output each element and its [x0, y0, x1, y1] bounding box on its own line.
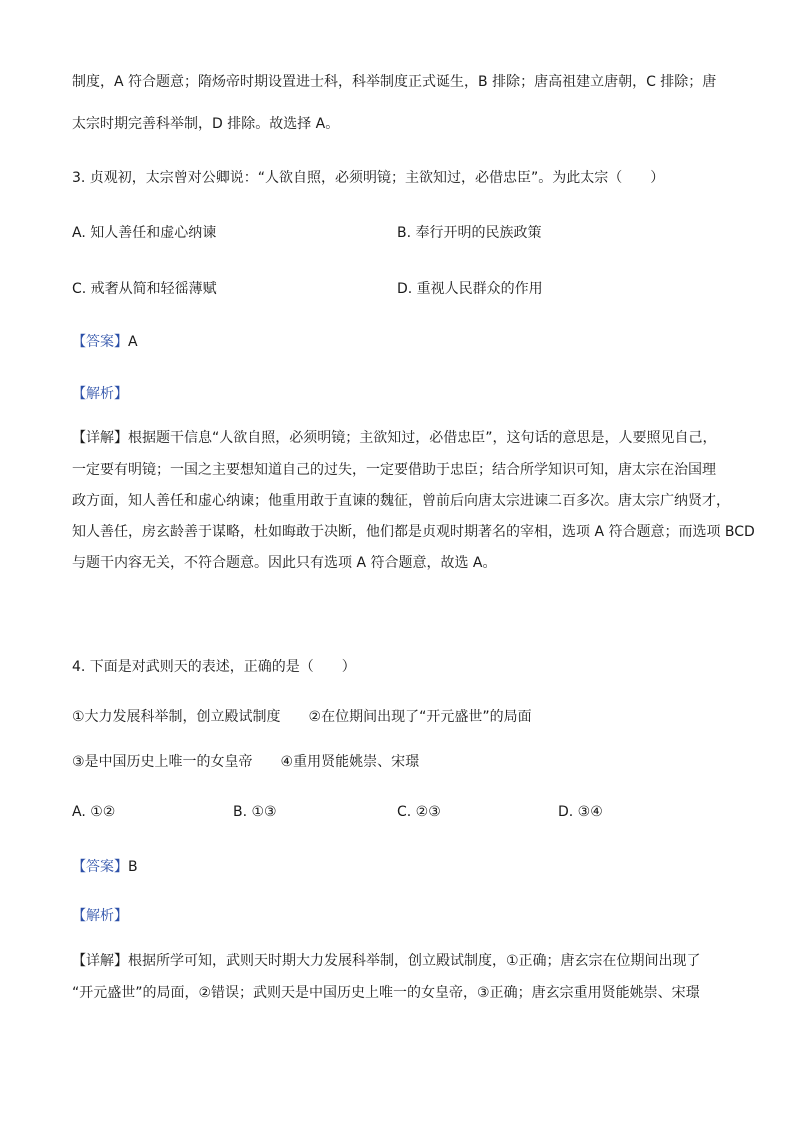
q3-option-a: A. 知人善任和虚心纳谏 [72, 225, 217, 241]
q3-detail-line-5: 与题干内容无关，不符合题意。因此只有选项 A 符合题意，故选 A。 [72, 555, 497, 571]
q4-answer-value: B [128, 859, 138, 875]
q4-option-b: B. ①③ [233, 804, 277, 820]
q4-option-d: D. ③④ [558, 804, 603, 820]
q4-answer-tag: 【答案】 [72, 859, 128, 875]
q4-detail-line-1 [72, 951, 701, 971]
prev-explanation-line-2: 太宗时期完善科举制，D 排除。故选择 A。 [72, 116, 340, 132]
q3-detail-tag: 【详解】 [72, 430, 128, 446]
q4-analysis-line [72, 906, 128, 926]
q4-detail-tag: 【详解】 [72, 953, 128, 969]
q4-detail-line-2: “开元盛世”的局面，②错误；武则天是中国历史上唯一的女皇帝，③正确；唐玄宗重用贤能姚崇、宋璟 [72, 985, 700, 1001]
q4-answer-line [72, 857, 138, 877]
q3-detail-line-4: 知人善任，房玄龄善于谋略，杜如晦敢于决断，他们都是贞观时期著名的宰相，选项 A 符合题意；而选项 BCD [72, 524, 755, 540]
q4-statement-1: ①大力发展科举制，创立殿试制度 ②在位期间出现了“开元盛世”的局面 [72, 709, 532, 725]
q3-detail-line-2: 一定要有明镜；一国之主要想知道自己的过失，一定要借助于忠臣；结合所学知识可知，唐太宗在治国理 [72, 462, 716, 478]
q3-option-d: D. 重视人民群众的作用 [397, 281, 543, 297]
q3-analysis-line [72, 384, 128, 404]
q4-stem: 4. 下面是对武则天的表述，正确的是（ ） [72, 659, 356, 675]
q4-option-c: C. ②③ [397, 804, 441, 820]
q3-answer-value: A [128, 334, 138, 350]
q4-statement-2: ③是中国历史上唯一的女皇帝 ④重用贤能姚崇、宋璟 [72, 754, 420, 770]
q3-answer-line [72, 332, 138, 352]
q3-detail-line-1 [72, 428, 717, 448]
q3-detail-line-3: 政方面，知人善任和虚心纳谏；他重用敢于直谏的魏征，曾前后向唐太宗进谏二百多次。唐太宗广纳贤才， [72, 493, 730, 509]
q3-answer-tag: 【答案】 [72, 334, 128, 350]
q3-option-b: B. 奉行开明的民族政策 [397, 225, 542, 241]
q4-detail-text-1: 根据所学可知，武则天时期大力发展科举制，创立殿试制度，①正确；唐玄宗在位期间出现了 [128, 953, 701, 969]
q4-analysis-tag: 【解析】 [72, 908, 128, 924]
q3-option-c: C. 戒奢从简和轻徭薄赋 [72, 281, 217, 297]
q3-detail-text-1: 根据题干信息“人欲自照，必须明镜；主欲知过，必借忠臣”，这句话的意思是，人要照见自己， [128, 430, 717, 446]
q4-option-a: A. ①② [72, 804, 116, 820]
q3-analysis-tag: 【解析】 [72, 386, 128, 402]
prev-explanation-line-1: 制度，A 符合题意；隋炀帝时期设置进士科，科举制度正式诞生，B 排除；唐高祖建立唐朝，C 排除；唐 [72, 74, 717, 90]
q3-stem: 3. 贞观初，太宗曾对公卿说：“人欲自照，必须明镜；主欲知过，必借忠臣”。为此太宗（ ） [72, 170, 665, 186]
